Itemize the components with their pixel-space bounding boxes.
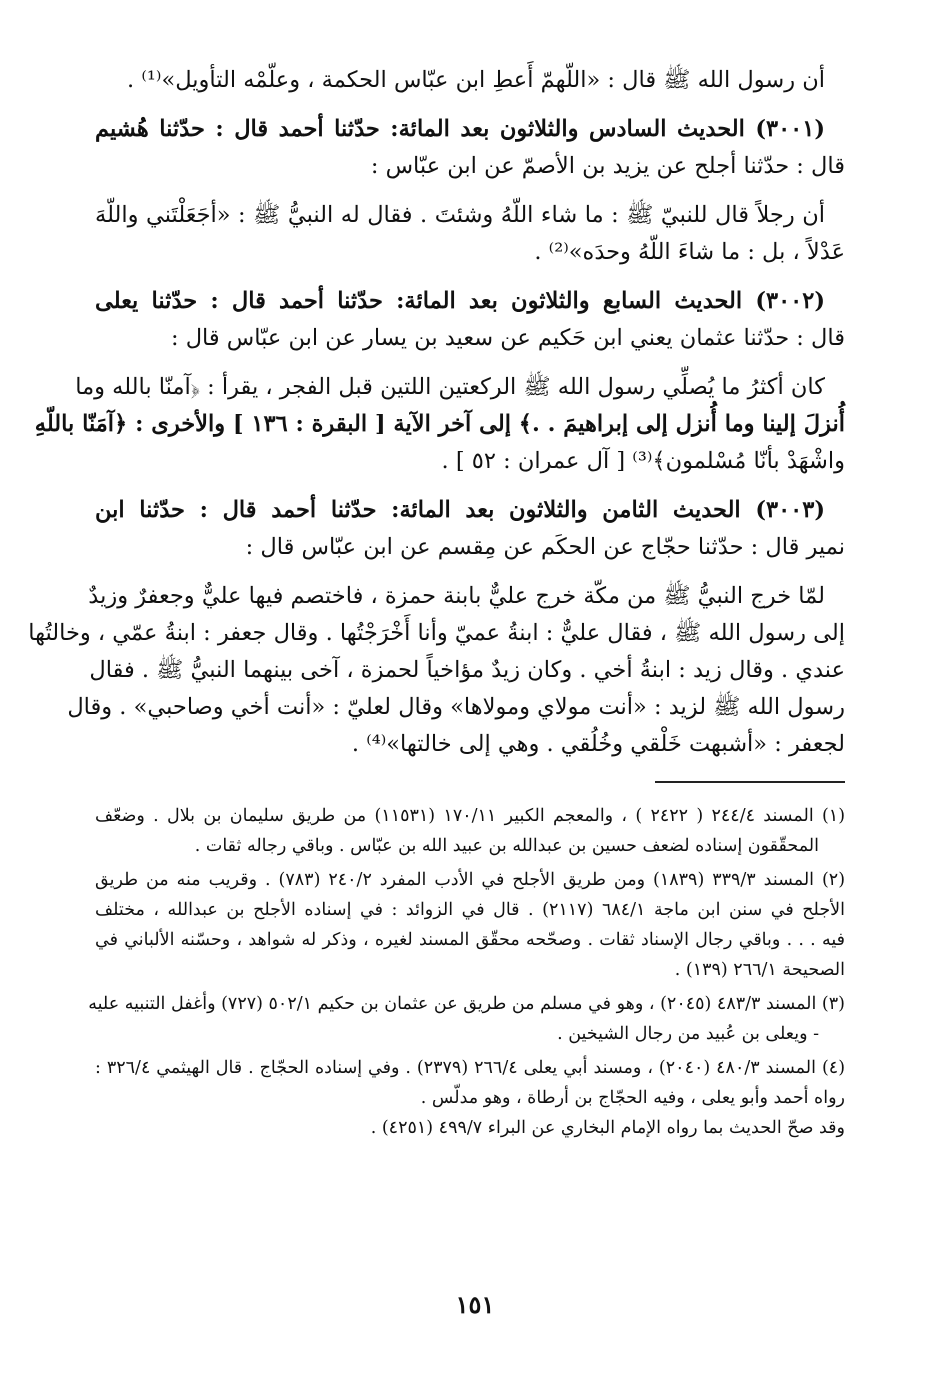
text-line: قال : حدّثنا أجلح عن يزيد بن الأصمّ عن ابن عبّاس : bbox=[370, 153, 845, 179]
text-line: نمير قال : حدّثنا حجّاج عن الحكَم عن مِقسم عن ابن عبّاس قال : bbox=[245, 534, 845, 560]
text-line: واشْهَدْ بأنّا مُسْلمون﴾⁽³⁾ [ آل عمران : ٥٢ ] . bbox=[441, 448, 845, 474]
text-line: عَدْلاً ، بل : ما شاءَ اللّهُ وحدَه»⁽²⁾ . bbox=[534, 239, 845, 265]
footnote-1: (١) المسند ٢٤٤/٤ ( ٢٤٢٢ ) ، والمعجم الكبير ١٧٠/١١ (١١٥٣١) من طريق سليمان بن بلال . وضعّف bbox=[95, 806, 846, 826]
text-line: أن رجلاً قال للنبيّ ﷺ : ما شاء اللّهُ وشئتَ . فقال له النبيُّ ﷺ : «أجَعَلْتَني واللّهَ bbox=[95, 202, 825, 228]
text-line: عندي . وقال زيد : ابنةُ أخي . وكان زيدٌ مؤاخياً لحمزة ، آخى بينهما النبيُّ ﷺ . فقال bbox=[89, 657, 845, 683]
footnote-line: رواه أحمد وأبو يعلى ، وفيه الحجّاج بن أرطاة ، وهو مدلّس . bbox=[420, 1088, 845, 1108]
spacer bbox=[95, 566, 845, 578]
footnote-line: وقد صحّ الحديث بما رواه الإمام البخاري عن البراء ٤٩٩/٧ (٤٢٥١) . bbox=[370, 1118, 845, 1138]
footnote-divider bbox=[655, 781, 845, 783]
text-line: لمّا خرج النبيُّ ﷺ من مكّة خرج عليٌّ بابنة حمزة ، فاختصم فيها عليٌّ وجعفرٌ وزيدٌ bbox=[88, 583, 825, 609]
spacer bbox=[95, 99, 845, 111]
footnote-line: المحقّقون إسناده لضعف حسين بن عبدالله بن عبيد الله بن عبّاس . وباقي رجاله ثقات . bbox=[194, 836, 819, 856]
text-line: أن رسول الله ﷺ قال : «اللّهمّ أَعطِ ابن عبّاس الحكمة ، وعلّمْه التأويل»⁽¹⁾ . bbox=[127, 67, 825, 93]
footnote-line: الصحيحة ٢٦٦/١ (١٣٩) . bbox=[674, 960, 845, 980]
footnote-4: (٤) المسند ٤٨٠/٣ (٢٠٤٠) ، ومسند أبي يعلى ٢٦٦/٤ (٢٣٧٩) . وفي إسناده الحجّاج . قال الهيثمي ٣٢٦/٤ : bbox=[95, 1058, 846, 1078]
hadith-heading-3003: (٣٠٠٣) الحديث الثامن والثلاثون بعد المائة: حدّثنا أحمد قال : حدّثنا ابن bbox=[95, 497, 825, 523]
footnote-2: (٢) المسند ٣٣٩/٣ (١٨٣٩) ومن طريق الأجلح في الأدب المفرد ٢٤٠/٢ (٧٨٣) . وقريب منه من طريق bbox=[95, 870, 846, 890]
text-line: لجعفر : «أشبهت خَلْقي وخُلُقي . وهي إلى خالتها»⁽⁴⁾ . bbox=[351, 731, 845, 757]
text-line: إلى رسول الله ﷺ ، فقال عليٌّ : ابنةُ عميّ وأنا أَخْرَجْتُها . وقال جعفر : ابنةُ عمّي ، وخالتُها bbox=[28, 620, 845, 646]
hadith-heading-3002: (٣٠٠٢) الحديث السابع والثلاثون بعد المائة: حدّثنا أحمد قال : حدّثنا يعلى bbox=[95, 288, 825, 314]
text-line: قال : حدّثنا عثمان يعني ابن حَكيم عن سعيد بن يسار عن ابن عبّاس قال : bbox=[170, 325, 845, 351]
text-line: كان أكثرُ ما يُصلِّي رسول الله ﷺ الركعتين اللتين قبل الفجر ، يقرأ : ﴿آمنّا بالله وما bbox=[75, 374, 825, 400]
footnote-line: - ويعلى بن عُبيد من رجال الشيخين . bbox=[557, 1024, 819, 1044]
spacer bbox=[95, 271, 845, 283]
spacer bbox=[95, 357, 845, 369]
footnote-line: فيه . . . وباقي رجال الإسناد ثقات . وصحّحه محقّق المسند لغيره ، وذكر له شواهد ، وحسّنه الألباني في bbox=[95, 930, 845, 950]
hadith-heading-3001: (٣٠٠١) الحديث السادس والثلاثون بعد المائة: حدّثنا أحمد قال : حدّثنا هُشيم bbox=[95, 116, 825, 142]
footnote-3: (٣) المسند ٤٨٣/٣ (٢٠٤٥) ، وهو في مسلم من طريق عن عثمان بن حكيم ٥٠٢/١ (٧٢٧) وأغفل التنبيه عليه bbox=[88, 994, 845, 1014]
text-line: رسول الله ﷺ لزيد : «أنت مولاي ومولاها» وقال لعليّ : «أنت أخي وصاحبي» . وقال bbox=[67, 694, 845, 720]
quran-verse-line: أُنزلَ إلينا وما أُنزل إلى إبراهيمَ . .﴾ إلى آخر الآية [ البقرة : ١٣٦ ] والأخرى : ﴿آمَنّا باللّهِ bbox=[34, 411, 845, 437]
page-number: ١٥١ bbox=[455, 1290, 495, 1319]
spacer bbox=[95, 185, 845, 197]
footnote-line: الأجلح في سنن ابن ماجة ٦٨٤/١ (٢١١٧) . قال في الزوائد : في إسناده الأجلح بن عبدالله ، مختلف bbox=[95, 900, 845, 920]
spacer bbox=[95, 480, 845, 492]
